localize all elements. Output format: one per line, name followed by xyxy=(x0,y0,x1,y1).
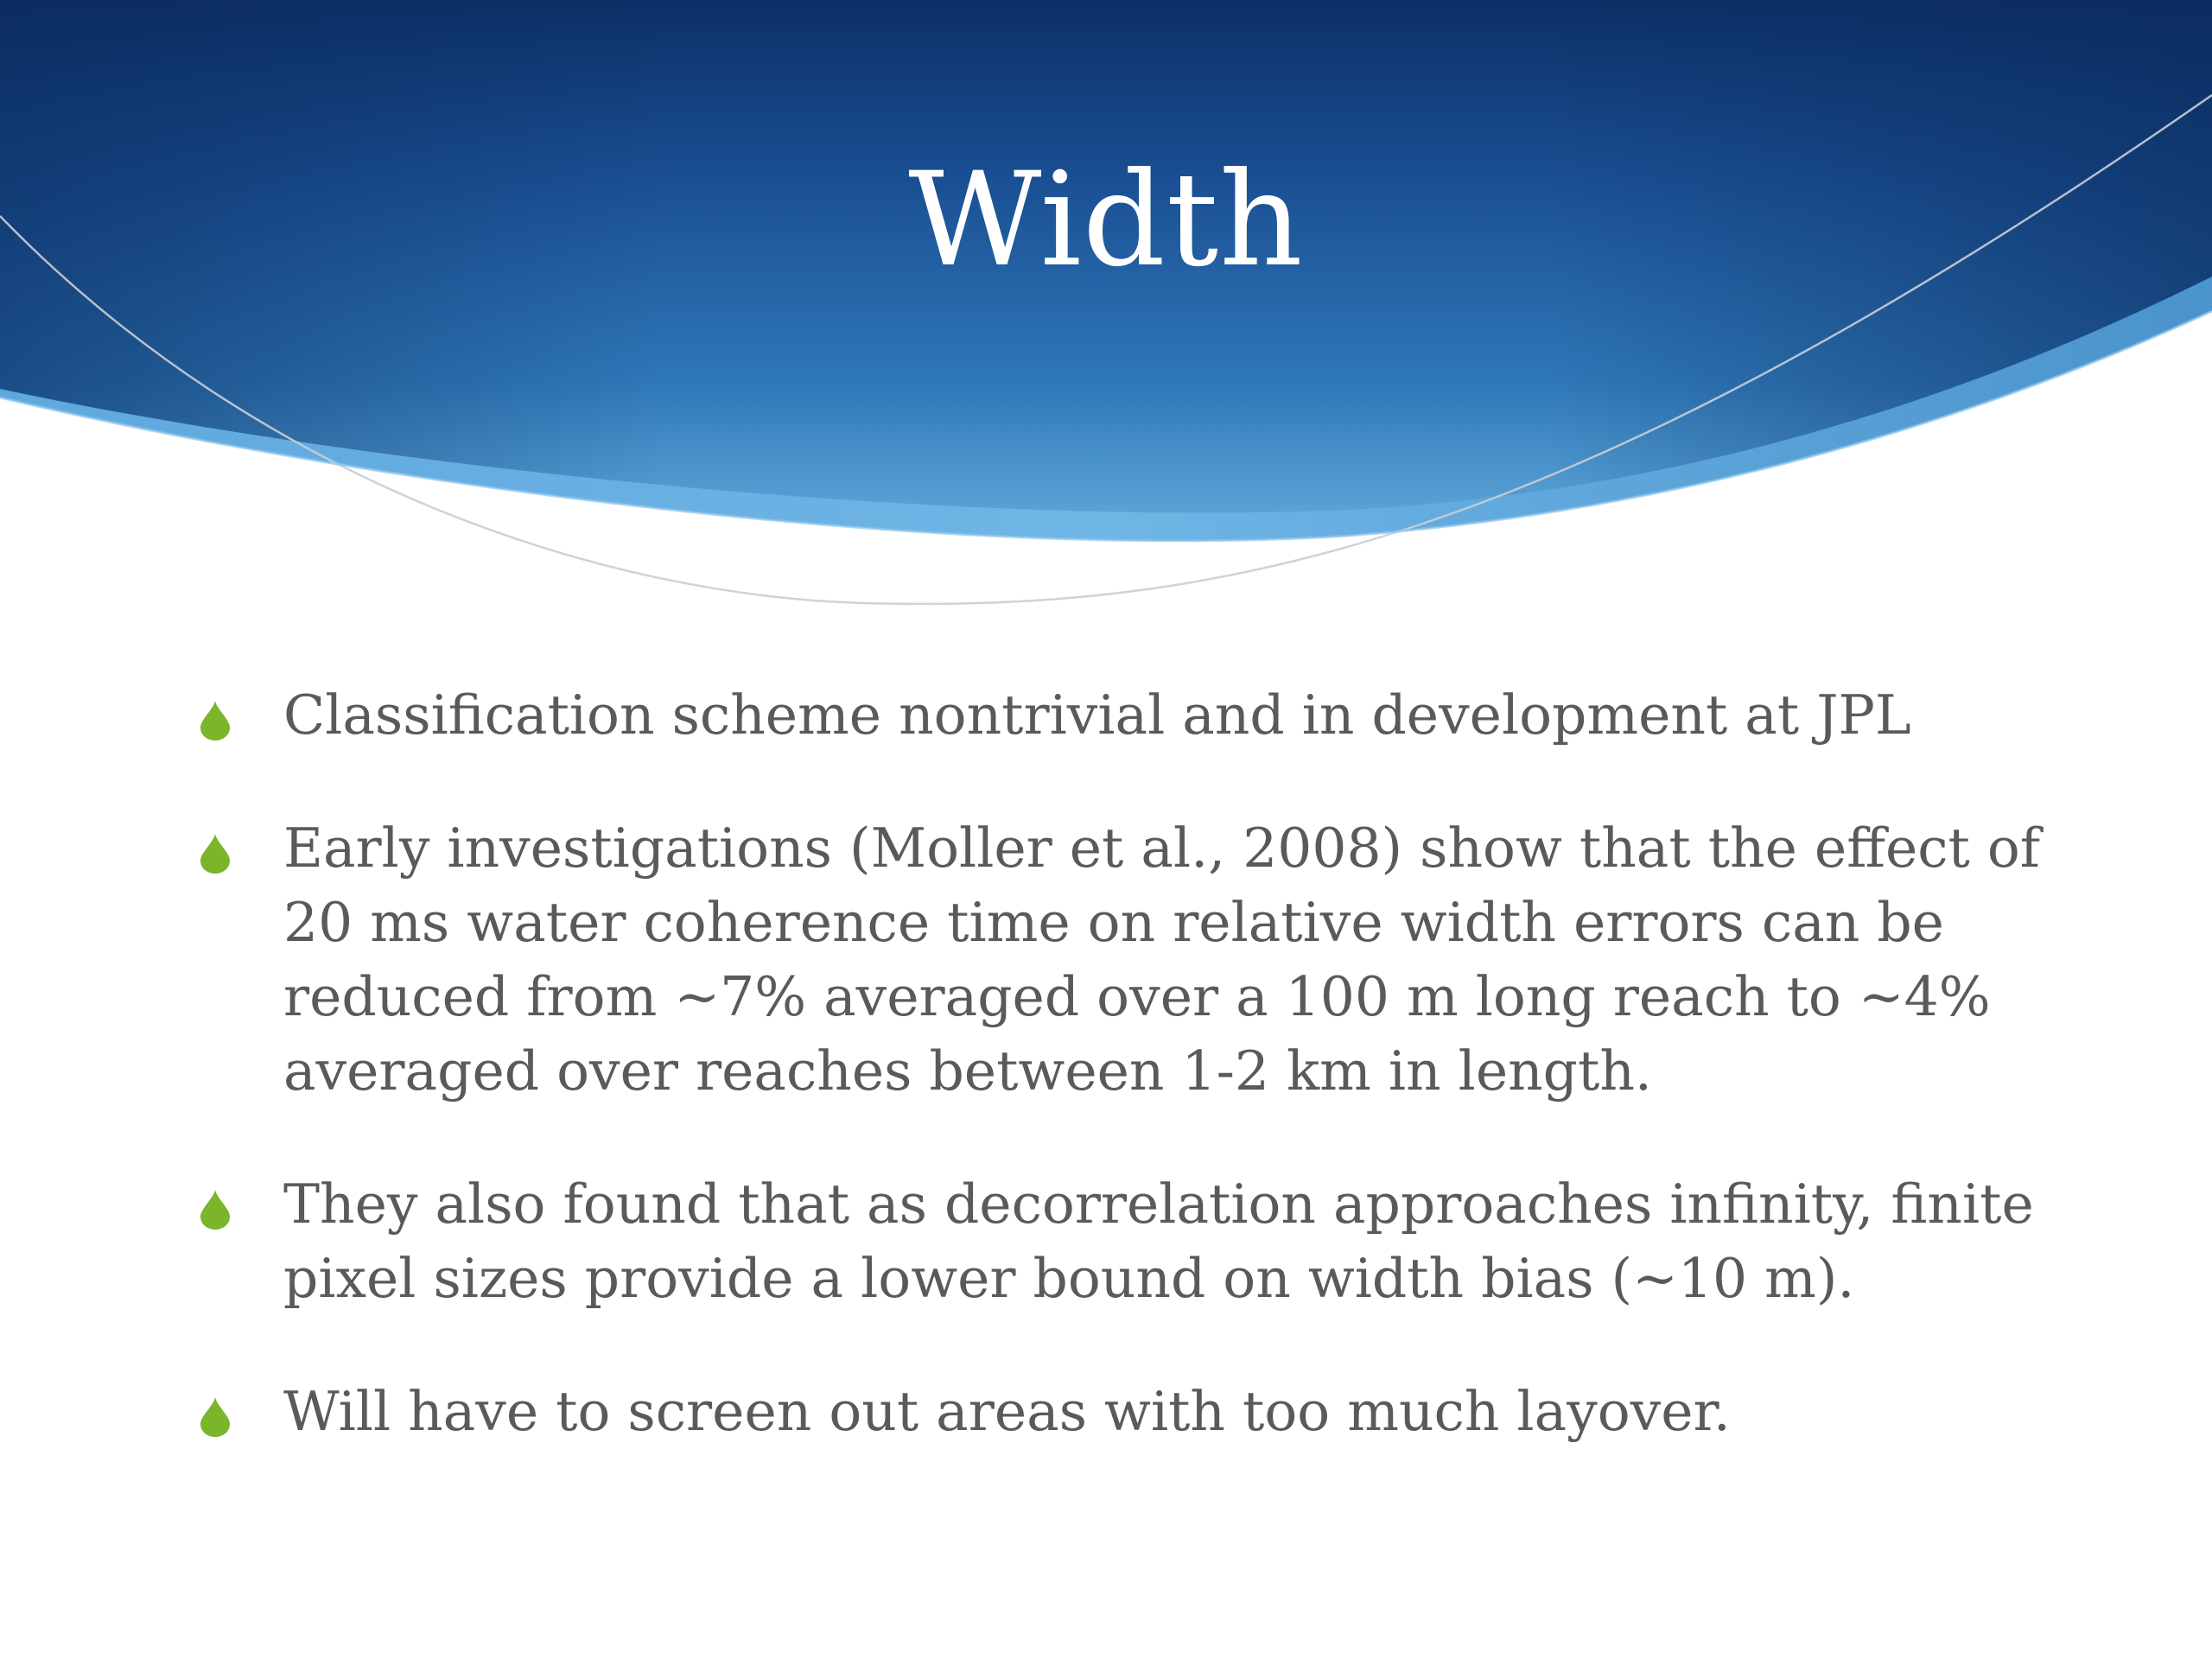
bullet-list xyxy=(200,678,2058,1508)
water-drop-icon xyxy=(200,701,230,741)
bullet-text: Early investigations (Moller et al., 2008) show that the effect of 20 ms water coherence time on relative width errors can be reduced from ~7% averaged over a 100 m long reach to ~4% averaged over reaches between 1-2 km in length. xyxy=(283,817,2041,1103)
bullet-text: Classification scheme nontrivial and in development at JPL xyxy=(283,683,1911,747)
bullet-item xyxy=(200,811,2058,1109)
water-drop-icon xyxy=(200,1397,230,1437)
bullet-item xyxy=(200,1375,2058,1449)
bullet-text: They also found that as decorrelation approaches infinity, finite pixel sizes provide a lower bound on width bias (~10 m). xyxy=(283,1173,2034,1310)
header-wave-background xyxy=(0,0,2212,622)
bullet-text: Will have to screen out areas with too much layover. xyxy=(283,1380,1731,1443)
bullet-item xyxy=(200,1167,2058,1316)
water-drop-icon xyxy=(200,834,230,874)
water-drop-icon xyxy=(200,1190,230,1230)
slide-title: Width xyxy=(908,145,1304,296)
bullet-item xyxy=(200,678,2058,753)
